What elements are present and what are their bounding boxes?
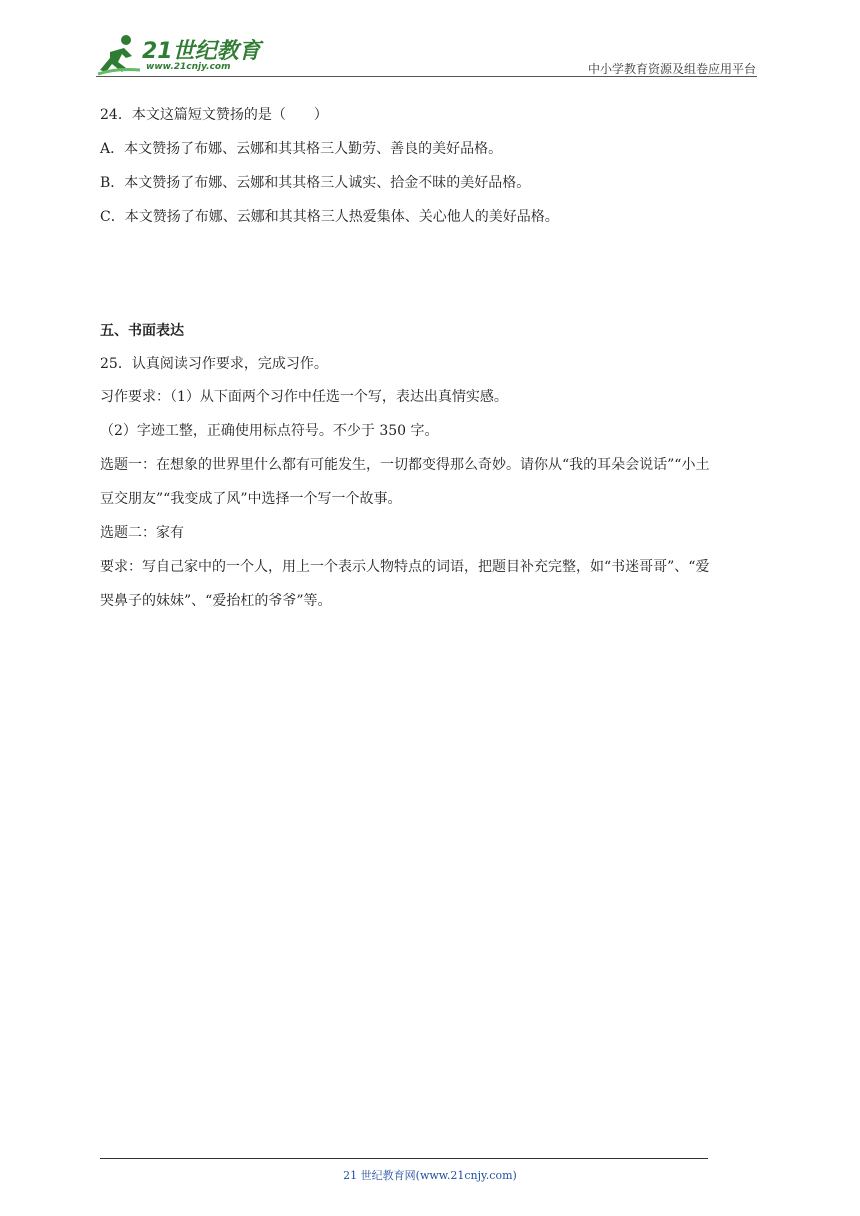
topic-2: 选题二：家有: [100, 525, 184, 541]
q24-option-b: B．本文赞扬了布娜、云娜和其其格三人诚实、拾金不昧的美好品格。: [100, 175, 531, 191]
page-header: [96, 30, 756, 78]
footer-text[interactable]: 21 世纪教育网(www.21cnjy.com): [343, 1169, 517, 1182]
topic-2-requirement-line-1: 要求：写自己家中的一个人，用上一个表示人物特点的词语，把题目补充完整，如“书迷哥哥”、“爱: [100, 559, 710, 575]
q24-stem: 24．本文这篇短文赞扬的是（ ）: [100, 107, 328, 123]
logo: [96, 32, 266, 78]
topic-1-line-2: 豆交朋友”“我变成了风”中选择一个写一个故事。: [100, 491, 402, 507]
writing-requirement-2: （2）字迹工整，正确使用标点符号。不少于 350 字。: [100, 423, 439, 439]
header-platform-text: 中小学教育资源及组卷应用平台: [587, 62, 756, 76]
header-divider: [96, 76, 757, 77]
writing-requirement-1: 习作要求：（1）从下面两个习作中任选一个写，表达出真情实感。: [100, 389, 508, 405]
q25-stem: 25．认真阅读习作要求，完成习作。: [100, 356, 328, 372]
topic-2-requirement-line-2: 哭鼻子的妹妹”、“爱抬杠的爷爷”等。: [100, 593, 332, 609]
section-5-title: 五、书面表达: [100, 323, 184, 339]
q24-option-a: A．本文赞扬了布娜、云娜和其其格三人勤劳、善良的美好品格。: [100, 141, 503, 157]
runner-logo-icon: [96, 32, 144, 78]
q24-option-c: C．本文赞扬了布娜、云娜和其其格三人热爱集体、关心他人的美好品格。: [100, 209, 559, 225]
logo-url: www.21cnjy.com: [146, 62, 231, 72]
logo-text: 21世纪教育: [142, 39, 261, 64]
footer-divider: [100, 1158, 708, 1159]
topic-1-line-1: 选题一：在想象的世界里什么都有可能发生，一切都变得那么奇妙。请你从“我的耳朵会说话”“小土: [100, 457, 710, 473]
